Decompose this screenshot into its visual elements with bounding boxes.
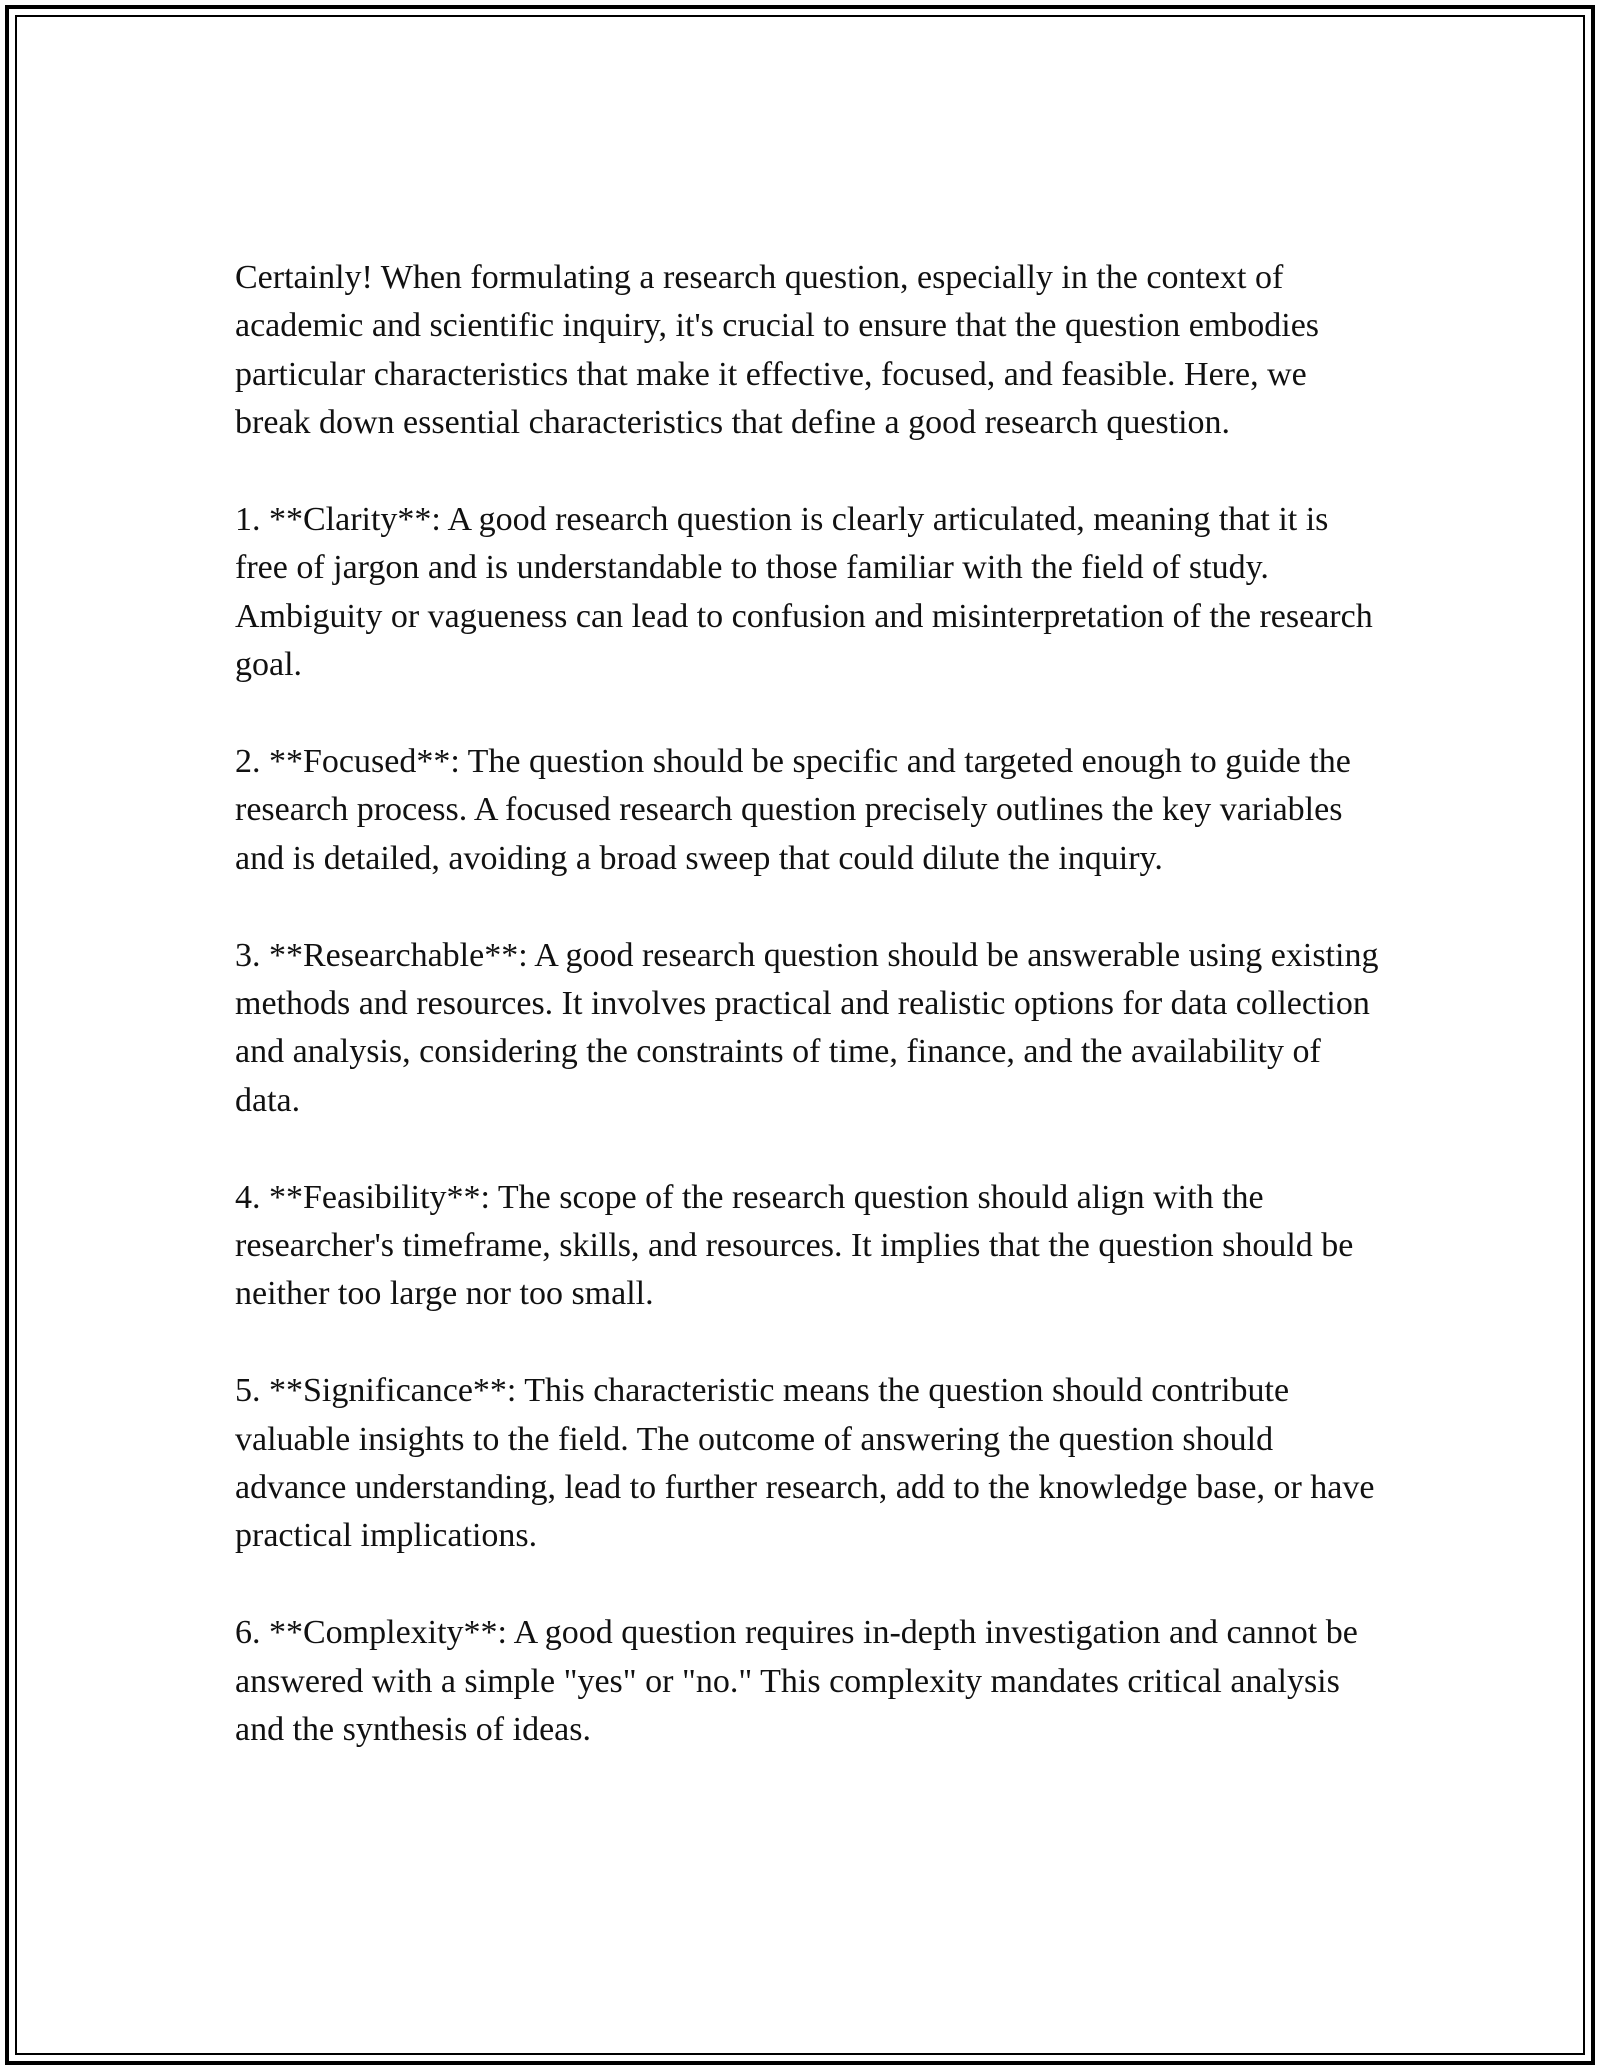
list-item-focused: 2. **Focused**: The question should be specific and targeted enough to guide the research process. A focused research question precisely outlines the key variables and is detailed, avoiding a broad sweep that could dilute the inquiry. xyxy=(235,743,1351,877)
list-item-feasibility: 4. **Feasibility**: The scope of the research question should align with the researcher's timeframe, skills, and resources. It implies that the question should be neither too large nor too small. xyxy=(235,1178,1354,1313)
document-body xyxy=(235,254,1385,1755)
list-item-significance: 5. **Significance**: This characteristic means the question should contribute valuable insights to the field. The outcome of answering the question should advance understanding, lead to further research, add to the knowledge base, or have practical implications. xyxy=(235,1372,1375,1555)
list-item-complexity: 6. **Complexity**: A good question requires in-depth investigation and cannot be answered with a simple "yes" or "no." This complexity mandates critical analysis and the synthesis of ideas. xyxy=(235,1614,1358,1749)
intro-paragraph: Certainly! When formulating a research question, especially in the context of academic and scientific inquiry, it's crucial to ensure that the question embodies particular characteristics that make it effective, focused, and feasible. Here, we break down essential characteristics that define a good research question. xyxy=(235,259,1320,442)
list-item-researchable: 3. **Researchable**: A good research question should be answerable using existing methods and resources. It involves practical and realistic options for data collection and analysis, considering the constraints of time, finance, and the availability of data. xyxy=(235,936,1379,1119)
list-item-clarity: 1. **Clarity**: A good research question is clearly articulated, meaning that it is free of jargon and is understandable to those familiar with the field of study. Ambiguity or vagueness can lead to confusion and misinterpretation of the research goal. xyxy=(235,501,1373,684)
